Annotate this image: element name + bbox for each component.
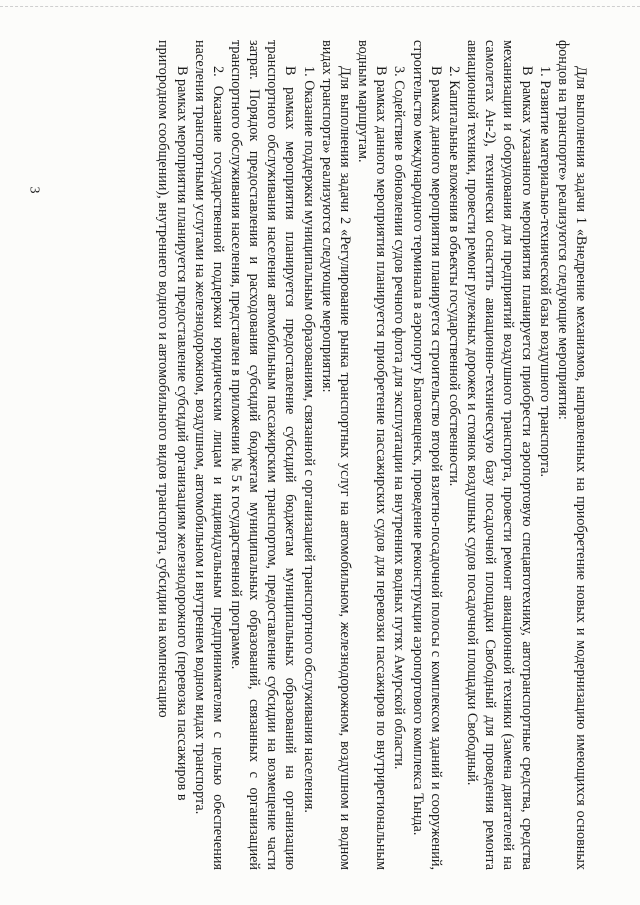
paragraph: 1. Развитие материально-технической базы воздушного транспорта. [536,66,553,478]
paragraph: В рамках данного мероприятия планируется строительство второй взлетно-посадочной полосы с комплексом зданий и сооружений, строительство международного терминала в аэропорту Благовещенск, проведение реконструкции аэропортового комплекса Тында. [409,40,444,870]
paragraph: 2. Оказание государственной поддержки юридическим лицам и индивидуальным предпринимателям с целью обеспечения населения транспортными услугами на железнодорожном, воздушном, автомобильном и внутреннем водном видах транспорта. [191,40,226,870]
paragraph: В рамках мероприятия планируется предоставление субсидий организациям железнодорожного (перевозка пассажиров в пригородном сообщении), внутреннего водного и автомобильного видов транспорта, субсидии на компенсацию [155,40,190,801]
scan-edge-mark [0,0,640,7]
paragraph: В рамках мероприятия планируется предоставление субсидий бюджетам муниципальных образований на организацию транспортного обслуживания населения автомобильным пассажирским транспортом, предоставление субсидии на возмещение части затрат. Порядок предоставления и расходования субсидий бюджетам муниципальных образований, связанных с организацией транспортного обслуживания населения, представлен в приложении № 5 к государственной программе. [228,40,299,870]
paragraph: Для выполнения задачи 1 «Внедрение механизмов, направленных на приобретение новых и модернизацию имеющихся основных фондов на транспорте» реализуются следующие мероприятия: [554,40,589,870]
page-number: 3 [26,186,42,194]
paragraph: 3. Содействие в обновлении судов речного флота для эксплуатации на внутренних водных путях Амурской области. [391,66,408,770]
paragraph: В рамках указанного мероприятия планируется приобрести аэропортовую спецавтотехнику, автотранспортные средства, средства механизации и оборудования для предприятий воздушного транспорта, провести ремонт авиационной техники (замена двигателей на самолетах Ан-2), технически оснастить авиационно-техническую базу посадочной площадки Свободный для проведения ремонта авиационной техники, провести ремонт рулежных дорожек и стоянок воздушных судов посадочной площадки Свободный. [464,40,535,870]
paragraph: Для выполнения задачи 2 «Регулирование рынка транспортных услуг на автомобильном, железнодорожном, воздушном и водном видах транспорта» реализуются следующие мероприятия: [318,40,353,870]
paragraph: 1. Оказание поддержки муниципальным образованиям, связанной с организацией транспортного обслуживания населения. [300,66,317,813]
paragraph: 2. Капитальные вложения в объекты государственной собственности. [445,66,462,487]
paragraph: В рамках данного мероприятия планируется приобретение пассажирских судов для перевозки пассажиров по внутрирегиональным водным маршрутам. [355,40,390,870]
rotated-text-block [20,40,590,870]
